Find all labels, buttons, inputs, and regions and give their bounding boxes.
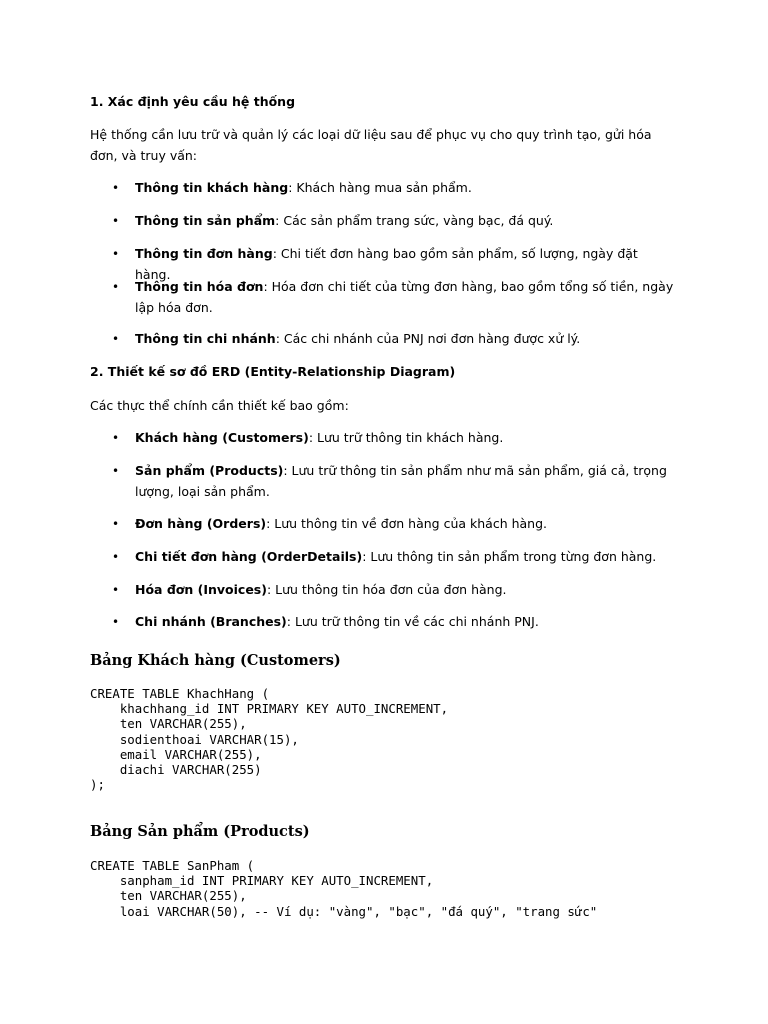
list-item: Thông tin đơn hàng: Chi tiết đơn hàng bao gồm sản phẩm, số lượng, ngày đặt hàng. bbox=[135, 246, 638, 282]
bullet-icon: • bbox=[112, 517, 120, 531]
products-table-heading: Bảng Sản phẩm (Products) bbox=[90, 823, 310, 840]
bullet-icon: • bbox=[112, 332, 120, 346]
customers-code-block: CREATE TABLE KhachHang ( khachhang_id INT PRIMARY KEY AUTO_INCREMENT, ten VARCHAR(255), sodienthoai VARCHAR(15), email VARCHAR(255), diachi VARCHAR(255) ); bbox=[90, 686, 449, 793]
customers-table-heading: Bảng Khách hàng (Customers) bbox=[90, 652, 341, 669]
list-item: Hóa đơn (Invoices): Lưu thông tin hóa đơn của đơn hàng. bbox=[135, 582, 507, 597]
list-item: Chi nhánh (Branches): Lưu trữ thông tin về các chi nhánh PNJ. bbox=[135, 614, 539, 629]
list-item: Khách hàng (Customers): Lưu trữ thông tin khách hàng. bbox=[135, 430, 504, 445]
bullet-icon: • bbox=[112, 431, 120, 445]
bullet-icon: • bbox=[112, 181, 120, 195]
list-item: Đơn hàng (Orders): Lưu thông tin về đơn hàng của khách hàng. bbox=[135, 516, 548, 531]
bullet-icon: • bbox=[112, 280, 120, 294]
products-code-block: CREATE TABLE SanPham ( sanpham_id INT PRIMARY KEY AUTO_INCREMENT, ten VARCHAR(255), loai VARCHAR(50), -- Ví dụ: "vàng", "bạc", "đá quý", "trang sức" bbox=[90, 858, 598, 919]
bullet-icon: • bbox=[112, 214, 120, 228]
list-item: Thông tin hóa đơn: Hóa đơn chi tiết của từng đơn hàng, bao gồm tổng số tiền, ngày lập hóa đơn. bbox=[135, 279, 674, 315]
bullet-icon: • bbox=[112, 464, 120, 478]
section1-intro: Hệ thống cần lưu trữ và quản lý các loại dữ liệu sau để phục vụ cho quy trình tạo, gửi hóa đơn, và truy vấn: bbox=[90, 127, 652, 163]
bullet-icon: • bbox=[112, 615, 120, 629]
bullet-icon: • bbox=[112, 550, 120, 564]
list-item: Thông tin khách hàng: Khách hàng mua sản phẩm. bbox=[135, 180, 472, 195]
list-item: Thông tin chi nhánh: Các chi nhánh của PNJ nơi đơn hàng được xử lý. bbox=[135, 331, 581, 346]
section2-heading: 2. Thiết kế sơ đồ ERD (Entity-Relationship Diagram) bbox=[90, 364, 456, 379]
list-item: Chi tiết đơn hàng (OrderDetails): Lưu thông tin sản phẩm trong từng đơn hàng. bbox=[135, 549, 657, 564]
bullet-icon: • bbox=[112, 247, 120, 261]
list-item: Thông tin sản phẩm: Các sản phẩm trang sức, vàng bạc, đá quý. bbox=[135, 213, 554, 228]
section2-intro: Các thực thể chính cần thiết kế bao gồm: bbox=[90, 398, 349, 413]
bullet-icon: • bbox=[112, 583, 120, 597]
section1-heading: 1. Xác định yêu cầu hệ thống bbox=[90, 94, 296, 109]
list-item: Sản phẩm (Products): Lưu trữ thông tin sản phẩm như mã sản phẩm, giá cả, trọng lượng, loại sản phẩm. bbox=[135, 463, 667, 499]
